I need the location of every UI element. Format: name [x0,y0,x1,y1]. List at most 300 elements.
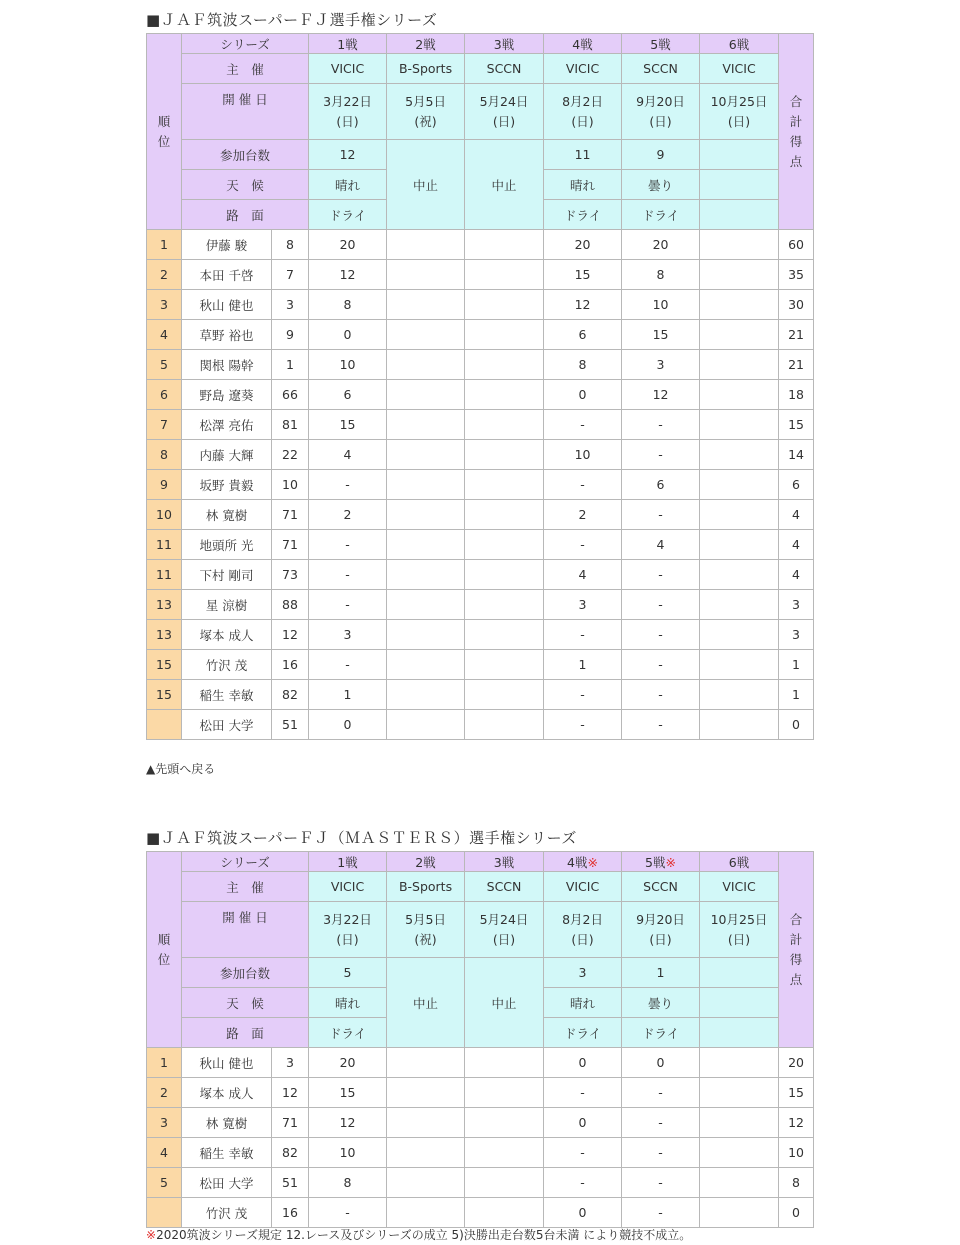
round-points: 20 [544,230,622,260]
car-number: 8 [272,230,309,260]
round-points: - [544,1168,622,1198]
round-weather: 晴れ [544,988,622,1018]
round-points: 2 [544,500,622,530]
round-points: 0 [544,1108,622,1138]
table-row [147,590,814,620]
round-date [465,902,544,958]
round-surface: ドライ [309,200,387,230]
round-points: - [622,440,700,470]
rank-cell: 2 [147,1078,182,1108]
car-number: 3 [272,1048,309,1078]
total-points: 4 [779,500,814,530]
round-points [465,1168,544,1198]
driver-name: 内藤 大輝 [182,440,272,470]
car-number: 71 [272,500,309,530]
round-points: 4 [544,560,622,590]
driver-name: 林 寛樹 [182,1108,272,1138]
round-points [465,590,544,620]
round-points [700,410,779,440]
round-date-text: 9月20日 [636,93,685,109]
rank-cell [147,710,182,740]
cancelled-cell: 中止 [387,958,465,1048]
round-points [465,350,544,380]
table-row [147,1048,814,1078]
round-header [387,852,465,872]
round-points [387,350,465,380]
round-surface: ドライ [622,1018,700,1048]
round-points [465,410,544,440]
table-row [147,260,814,290]
round-points: - [622,650,700,680]
round-points [700,380,779,410]
round-weather: 曇り [622,170,700,200]
table-row [147,1138,814,1168]
table-row [147,500,814,530]
entries-label: 参加台数 [182,958,309,988]
total-header-char: 計 [789,931,803,947]
round-points: 20 [622,230,700,260]
round-points: - [622,620,700,650]
car-number: 12 [272,620,309,650]
round-header [700,34,779,54]
total-points: 14 [779,440,814,470]
driver-name: 竹沢 茂 [182,1198,272,1228]
round-date-text: 8月2日 [562,911,603,927]
round-header [465,34,544,54]
round-points: 0 [622,1048,700,1078]
round-surface [700,1018,779,1048]
total-header-char: 得 [789,951,803,967]
round-entries: 1 [622,958,700,988]
round-points [465,380,544,410]
rank-cell: 5 [147,350,182,380]
round-points [387,320,465,350]
rank-cell: 11 [147,560,182,590]
round-points [465,1198,544,1228]
car-number: 12 [272,1078,309,1108]
round-header [622,34,700,54]
total-points: 21 [779,350,814,380]
round-name: 4戦 [567,854,588,870]
round-points [465,560,544,590]
round-points [387,1168,465,1198]
round-points: - [622,680,700,710]
round-points: - [544,410,622,440]
series-label: シリーズ [182,34,309,54]
round-entries: 5 [309,958,387,988]
round-points [465,320,544,350]
rank-cell: 4 [147,1138,182,1168]
car-number: 88 [272,590,309,620]
round-points [700,680,779,710]
round-points [700,500,779,530]
total-points: 10 [779,1138,814,1168]
round-points [700,1138,779,1168]
round-host: SCCN [622,872,700,902]
total-points: 18 [779,380,814,410]
car-number: 9 [272,320,309,350]
round-name: 5戦 [650,36,671,52]
round-points [387,290,465,320]
round-points: 15 [544,260,622,290]
standings-table-main [146,33,814,740]
round-points [700,1078,779,1108]
round-weather: 晴れ [544,170,622,200]
round-weather [700,988,779,1018]
driver-name: 草野 裕也 [182,320,272,350]
round-day: (祝) [414,931,437,947]
round-points [700,290,779,320]
round-entries: 11 [544,140,622,170]
round-points [465,650,544,680]
car-number: 3 [272,290,309,320]
round-points [465,500,544,530]
round-date-text: 3月22日 [323,93,372,109]
standings-table-masters [146,851,814,1228]
driver-name: 関根 陽幹 [182,350,272,380]
round-points [387,470,465,500]
total-points: 30 [779,290,814,320]
total-points: 35 [779,260,814,290]
round-header [544,852,622,872]
round-points: 10 [309,1138,387,1168]
round-points: 12 [309,1108,387,1138]
round-date-text: 9月20日 [636,911,685,927]
total-points: 3 [779,590,814,620]
car-number: 71 [272,1108,309,1138]
round-points: - [622,410,700,440]
round-points: - [622,1078,700,1108]
rank-cell: 11 [147,530,182,560]
round-points [465,260,544,290]
table-row [147,470,814,500]
rank-cell: 15 [147,650,182,680]
round-name: 6戦 [728,36,750,52]
round-entries: 12 [309,140,387,170]
round-points: 0 [544,1048,622,1078]
round-name: 1戦 [337,36,358,52]
rank-header [147,34,182,230]
total-points: 4 [779,560,814,590]
entries-label: 参加台数 [182,140,309,170]
round-date [544,84,622,140]
rank-cell: 5 [147,1168,182,1198]
round-points [465,1048,544,1078]
round-points: 3 [544,590,622,620]
round-date [622,902,700,958]
round-points: 0 [544,380,622,410]
driver-name: 下村 剛司 [182,560,272,590]
round-points: - [544,530,622,560]
cancelled-cell: 中止 [465,958,544,1048]
round-day: (日) [492,113,516,129]
rank-cell: 2 [147,260,182,290]
round-points: 3 [309,620,387,650]
round-weather: 晴れ [309,988,387,1018]
driver-name: 塚本 成人 [182,1078,272,1108]
table-row [147,530,814,560]
round-day: (日) [649,931,672,947]
round-points [387,620,465,650]
round-points: - [544,680,622,710]
round-points [700,1108,779,1138]
round-date [544,902,622,958]
table-row [147,440,814,470]
car-number: 73 [272,560,309,590]
round-points [387,1078,465,1108]
footnote-text: 2020筑波シリーズ規定 12.レース及びシリーズの成立 5)決勝出走台数5台未満 により競技不成立。 [156,1228,692,1242]
round-points: - [309,590,387,620]
round-header [309,34,387,54]
car-number: 7 [272,260,309,290]
driver-name: 秋山 健也 [182,290,272,320]
rank-cell: 1 [147,1048,182,1078]
round-points [700,530,779,560]
round-points [387,710,465,740]
car-number: 71 [272,530,309,560]
round-date [309,902,387,958]
car-number: 81 [272,410,309,440]
round-points: 8 [622,260,700,290]
total-points: 1 [779,680,814,710]
round-host: VICIC [700,54,779,84]
round-name: 2戦 [415,36,436,52]
driver-name: 地頭所 光 [182,530,272,560]
round-points: 15 [309,1078,387,1108]
round-points: 0 [309,320,387,350]
total-points: 15 [779,410,814,440]
table-row [147,650,814,680]
round-points: - [309,470,387,500]
round-points: 0 [309,710,387,740]
round-points: 15 [622,320,700,350]
section1-title: ■ＪＡＦ筑波スーパーＦＪ選手権シリーズ [146,11,438,29]
round-name: 4戦 [572,36,593,52]
total-header-char: 点 [789,153,803,169]
table-row [147,680,814,710]
car-number: 1 [272,350,309,380]
round-points: - [622,590,700,620]
round-name: 3戦 [493,36,515,52]
round-points [465,1138,544,1168]
round-points: - [309,560,387,590]
total-points: 0 [779,710,814,740]
round-points: - [622,1138,700,1168]
driver-name: 稲生 幸敏 [182,1138,272,1168]
round-note-mark: ※ [587,854,598,870]
round-date-text: 10月25日 [710,93,768,109]
total-header-char: 計 [789,113,803,129]
table-row [147,410,814,440]
round-weather [700,170,779,200]
round-points: - [622,1168,700,1198]
rank-cell: 7 [147,410,182,440]
round-host: B-Sports [387,872,465,902]
round-host: VICIC [700,872,779,902]
driver-name: 野島 遼葵 [182,380,272,410]
back-to-top-link[interactable]: ▲先頭へ戻る [146,762,216,776]
car-number: 10 [272,470,309,500]
round-points: 1 [544,650,622,680]
round-day: (祝) [414,113,437,129]
cancelled-cell: 中止 [387,140,465,230]
round-host: VICIC [544,872,622,902]
round-points [700,1198,779,1228]
round-points [700,320,779,350]
total-header-char: 得 [789,133,803,149]
round-surface [700,200,779,230]
driver-name: 松田 大学 [182,710,272,740]
round-host: VICIC [544,54,622,84]
round-points [387,500,465,530]
round-points [465,620,544,650]
round-name: 6戦 [728,854,750,870]
rank-cell: 13 [147,590,182,620]
round-points [387,1108,465,1138]
round-points: - [544,1138,622,1168]
total-points: 1 [779,650,814,680]
round-points [387,440,465,470]
round-day: (日) [336,931,359,947]
round-points [465,440,544,470]
round-date-text: 5月24日 [479,93,529,109]
round-points [700,560,779,590]
round-day: (日) [571,113,594,129]
host-label: 主 催 [182,872,309,902]
round-points [387,260,465,290]
driver-name: 星 涼樹 [182,590,272,620]
round-points: - [309,530,387,560]
round-points [700,440,779,470]
round-points [700,260,779,290]
rank-cell: 6 [147,380,182,410]
round-points [387,380,465,410]
total-points: 12 [779,1108,814,1138]
round-header [700,852,779,872]
driver-name: 松澤 亮佑 [182,410,272,440]
rank-cell: 3 [147,290,182,320]
round-points [465,470,544,500]
round-points: 20 [309,230,387,260]
round-points [465,290,544,320]
round-points [465,710,544,740]
round-points [465,1078,544,1108]
round-day: (日) [492,931,516,947]
driver-name: 本田 千啓 [182,260,272,290]
car-number: 66 [272,380,309,410]
round-date [387,84,465,140]
round-entries: 9 [622,140,700,170]
total-header-char: 点 [789,971,803,987]
round-points [700,710,779,740]
round-points: 4 [622,530,700,560]
rank-cell: 3 [147,1108,182,1138]
round-date-text: 5月24日 [479,911,529,927]
round-surface: ドライ [622,200,700,230]
round-host: VICIC [309,54,387,84]
car-number: 82 [272,1138,309,1168]
weather-label: 天 候 [182,988,309,1018]
rank-header-char: 位 [157,133,171,149]
surface-label: 路 面 [182,200,309,230]
round-host: SCCN [622,54,700,84]
total-points: 3 [779,620,814,650]
round-note-mark: ※ [665,854,676,870]
total-header [779,34,814,230]
round-header [387,34,465,54]
car-number: 51 [272,710,309,740]
car-number: 16 [272,1198,309,1228]
round-points: - [544,710,622,740]
round-day: (日) [649,113,672,129]
round-points [700,1048,779,1078]
round-points: 6 [622,470,700,500]
rank-cell: 1 [147,230,182,260]
rank-cell: 13 [147,620,182,650]
round-points: - [544,620,622,650]
table-row [147,290,814,320]
round-points: 6 [309,380,387,410]
total-points: 20 [779,1048,814,1078]
surface-label: 路 面 [182,1018,309,1048]
table-row [147,1108,814,1138]
table-row [147,1198,814,1228]
round-points [700,350,779,380]
round-header [309,852,387,872]
round-host: VICIC [309,872,387,902]
round-points [700,1168,779,1198]
total-points: 8 [779,1168,814,1198]
rank-header-char: 順 [157,931,171,947]
round-points [700,230,779,260]
rank-cell: 10 [147,500,182,530]
round-name: 1戦 [337,854,358,870]
round-date [700,84,779,140]
total-points: 6 [779,470,814,500]
total-points: 15 [779,1078,814,1108]
round-points: - [309,650,387,680]
round-points: - [622,500,700,530]
rank-header [147,852,182,1048]
round-entries: 3 [544,958,622,988]
round-points [387,410,465,440]
rank-cell: 9 [147,470,182,500]
driver-name: 秋山 健也 [182,1048,272,1078]
round-points: - [309,1198,387,1228]
round-points [465,230,544,260]
footnote [146,1226,691,1243]
round-points [700,590,779,620]
round-surface: ドライ [544,200,622,230]
total-points: 4 [779,530,814,560]
rank-cell [147,1198,182,1228]
round-points [387,1048,465,1078]
round-points [387,560,465,590]
total-points: 60 [779,230,814,260]
round-points: 10 [309,350,387,380]
round-date [309,84,387,140]
table-row [147,380,814,410]
round-host: SCCN [465,54,544,84]
round-points: 3 [622,350,700,380]
total-header-char: 合 [789,93,803,109]
round-points [700,650,779,680]
round-points: 8 [544,350,622,380]
round-points [387,590,465,620]
round-surface: ドライ [544,1018,622,1048]
round-entries [700,140,779,170]
round-points: 12 [544,290,622,320]
